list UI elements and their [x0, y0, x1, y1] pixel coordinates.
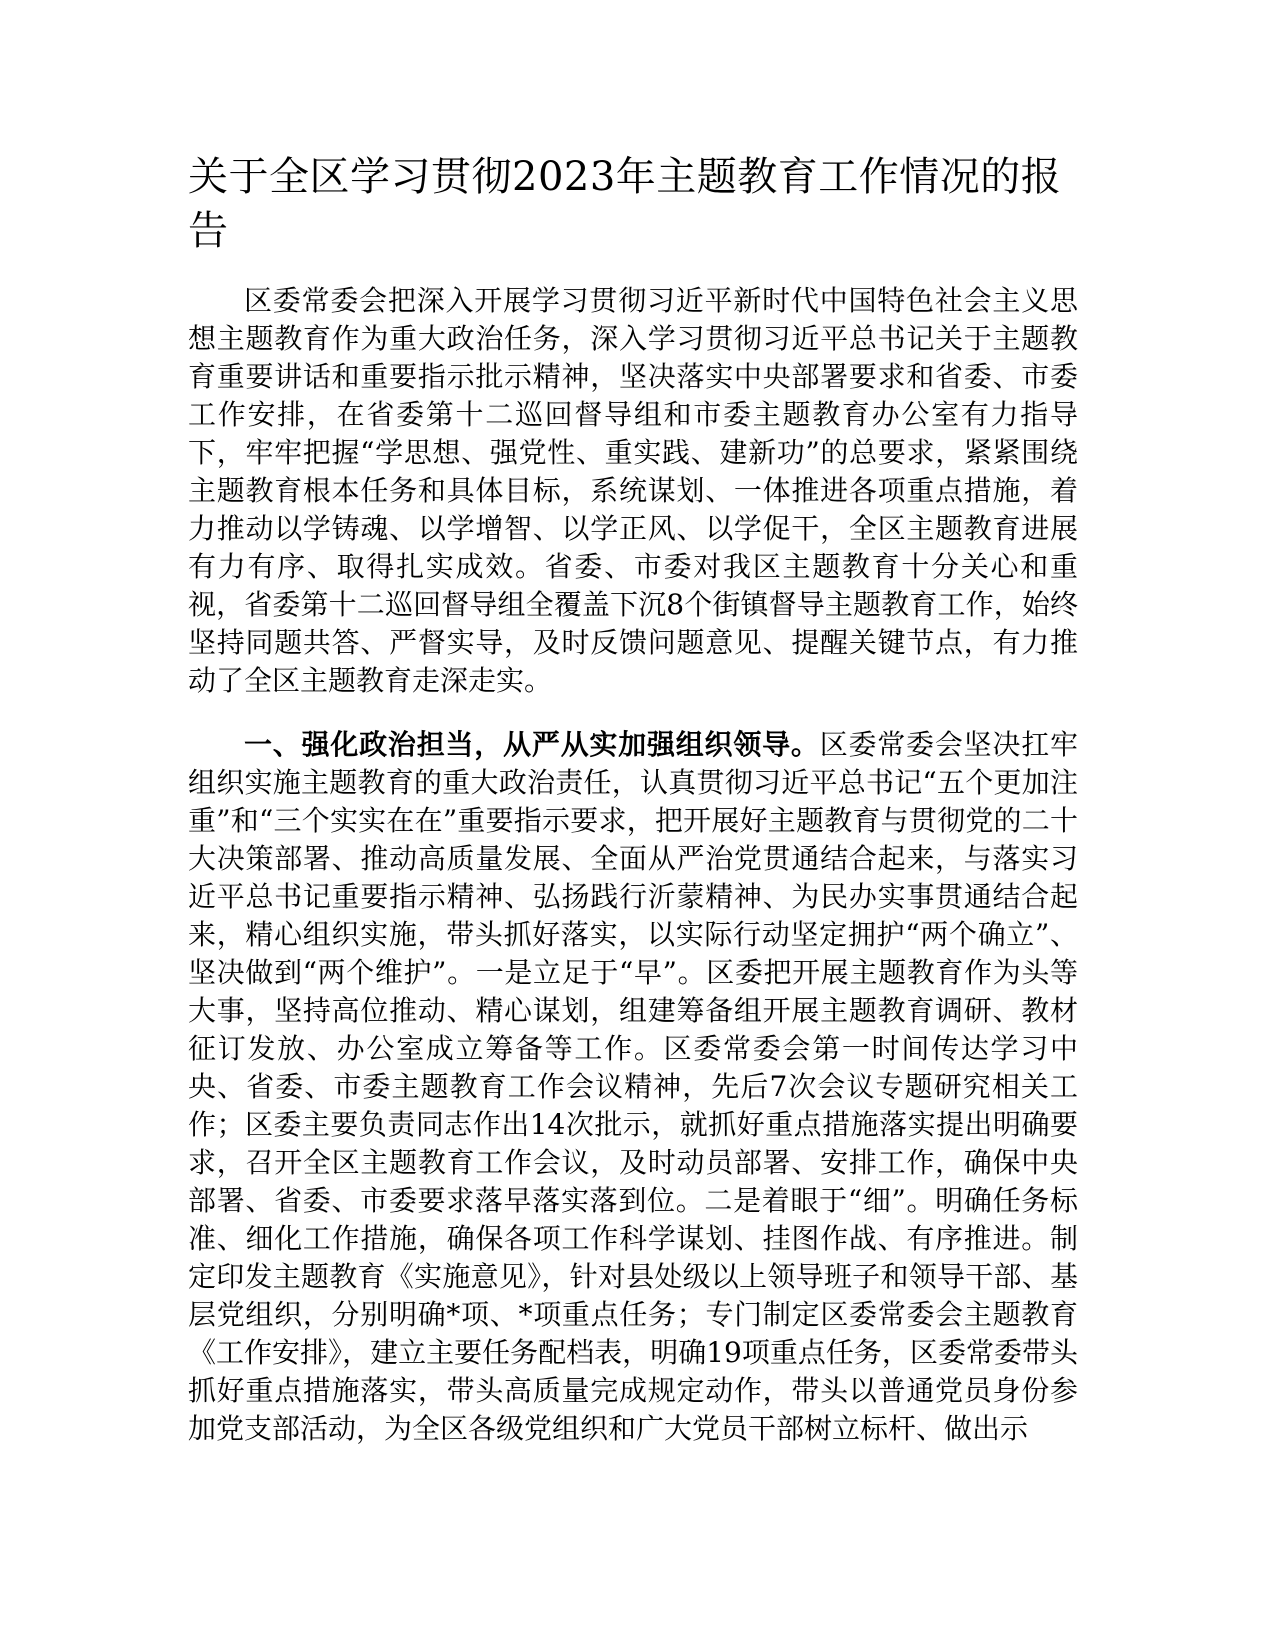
intro-paragraph: 区委常委会把深入开展学习贯彻习近平新时代中国特色社会主义思想主题教育作为重大政治任务，深入学习贯彻习近平总书记关于主题教育重要讲话和重要指示批示精神，坚决落实中央部署要求和省委、市委工作安排，在省委第十二巡回督导组和市委主题教育办公室有力指导下，牢牢把握“学思想、强党性、重实践、建新功”的总要求，紧紧围绕主题教育根本任务和具体目标，系统谋划、一体推进各项重点措施，着力推动以学铸魂、以学增智、以学正风、以学促干，全区主题教育进展有力有序、取得扎实成效。省委、市委对我区主题教育十分关心和重视，省委第十二巡回督导组全覆盖下沉8个街镇督导主题教育工作，始终坚持同题共答、严督实导，及时反馈问题意见、提醒关键节点，有力推动了全区主题教育走深走实。	[188, 284, 1078, 697]
document-content	[188, 150, 1078, 1448]
section-one-paragraph	[188, 726, 1078, 1448]
document-title: 关于全区学习贯彻2023年主题教育工作情况的报告	[188, 154, 1062, 254]
section-one-heading: 一、强化政治担当，从严从实加强组织领导。	[244, 728, 820, 761]
section-one-body: 区委常委会坚决扛牢组织实施主题教育的重大政治责任，认真贯彻习近平总书记“五个更加注重”和“三个实实在在”重要指示要求，把开展好主题教育与贯彻党的二十大决策部署、推动高质量发展、全面从严治党贯通结合起来，与落实习近平总书记重要指示精神、弘扬践行沂蒙精神、为民办实事贯通结合起来，精心组织实施，带头抓好落实，以实际行动坚定拥护“两个确立”、坚决做到“两个维护”。一是立足于“早”。区委把开展主题教育作为头等大事，坚持高位推动、精心谋划，组建筹备组开展主题教育调研、教材征订发放、办公室成立筹备等工作。区委常委会第一时间传达学习中央、省委、市委主题教育工作会议精神，先后7次会议专题研究相关工作；区委主要负责同志作出14次批示，就抓好重点措施落实提出明确要求，召开全区主题教育工作会议，及时动员部署、安排工作，确保中央部署、省委、市委要求落早落实落到位。二是着眼于“细”。明确任务标准、细化工作措施，确保各项工作科学谋划、挂图作战、有序推进。制定印发主题教育《实施意见》，针对县处级以上领导班子和领导干部、基层党组织，分别明确*项、*项重点任务；专门制定区委常委会主题教育《工作安排》，建立主要任务配档表，明确19项重点任务，区委常委带头抓好重点措施落实，带头高质量完成规定动作，带头以普通党员身份参加党支部活动，为全区各级党组织和广大党员干部树立标杆、做出示	[188, 728, 1078, 1445]
